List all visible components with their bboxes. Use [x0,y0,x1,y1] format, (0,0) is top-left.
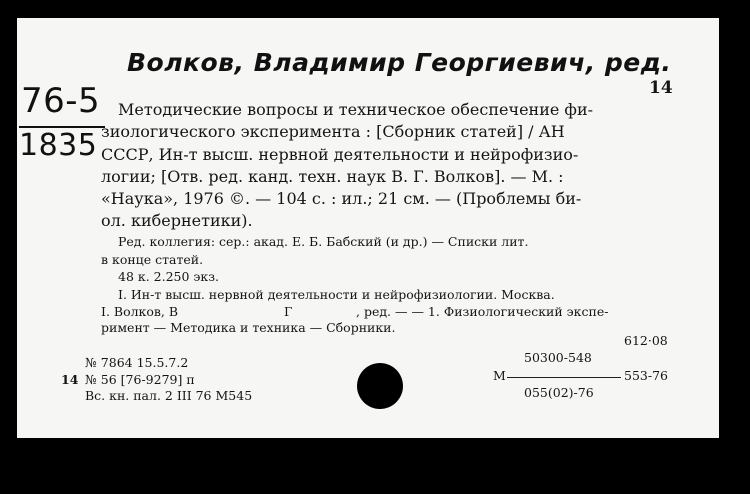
tracing-line: I. Волков, В [101,304,179,319]
call-number-top: 76-5 [21,81,101,121]
code-bottom: 055(02)-76 [524,385,594,400]
code-fraction-line [507,377,621,378]
tracing-line: римент — Методика и техника — Сборники. [101,320,396,335]
card-punch-hole [357,363,403,409]
price-line: 48 к. 2.250 экз. [118,269,220,284]
description-line: зиологического эксперимента : [Сборник статей] / АН [101,122,565,141]
code-prefix: М [493,368,506,383]
description-line: логии; [Отв. ред. канд. техн. наук В. Г. Волков]. — М. : [101,167,564,186]
description-line: Методические вопросы и техническое обеспечение фи- [118,100,594,119]
udc-index: 612·08 [624,333,668,348]
note-line: в конце статей. [101,252,204,267]
catalog-card [17,18,719,438]
description-line: ол. кибернетики). [101,211,253,230]
footer-line: № 56 [76-9279] п [85,372,195,387]
note-line: Ред. коллегия: сер.: акад. Е. Б. Бабский (и др.) — Списки лит. [118,234,529,249]
tracing-line: Г [284,304,293,319]
tracing-line: , ред. — — 1. Физиологический экспе- [356,304,609,319]
description-line: СССР, Ин-т высш. нервной деятельности и нейрофизио- [101,145,579,164]
footer-line: № 7864 15.5.7.2 [85,355,189,370]
card-number: 14 [649,78,673,98]
description-line: «Наука», 1976 ©. — 104 с. : ил.; 21 см. — (Проблемы би- [101,189,582,208]
code-top: 50300-548 [524,350,592,365]
tracing-line: I. Ин-т высш. нервной деятельности и нейрофизиологии. Москва. [118,287,555,302]
handwritten-author: Волков, Владимир Георгиевич, ред. [127,48,672,77]
footer-line: Вс. кн. пал. 2 III 76 М545 [85,388,253,403]
code-suffix: 553-76 [624,368,668,383]
call-number-bottom: 1835 [19,128,98,163]
footer-card-number: 14 [61,372,79,387]
